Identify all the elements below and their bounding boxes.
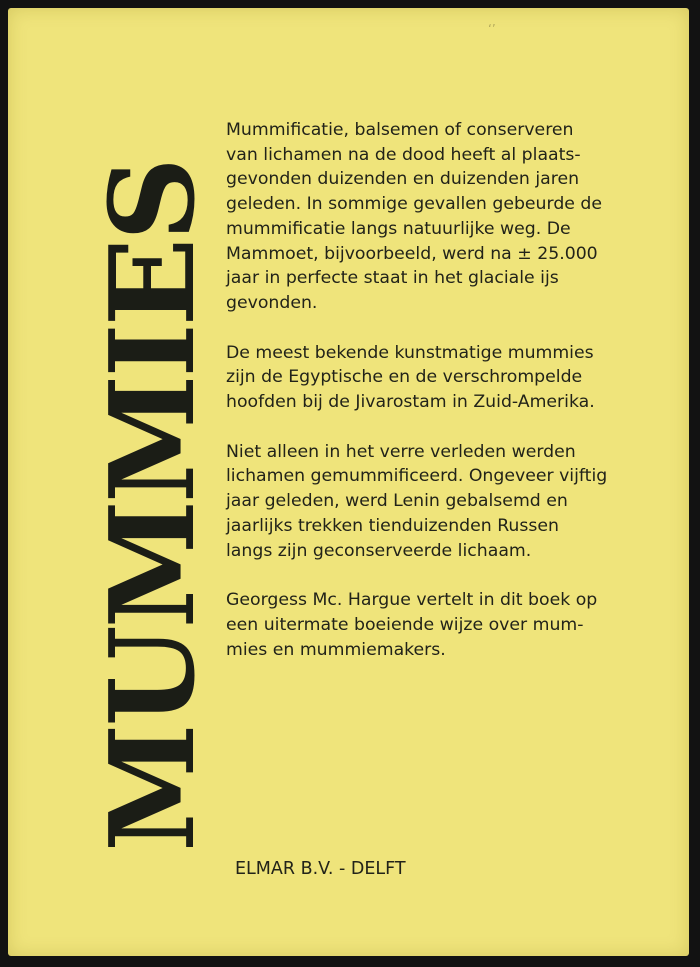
text-line: Mammoet, bijvoorbeeld, werd na ± 25.000 [226, 243, 598, 264]
text-line: langs zijn geconserveerde lichaam. [226, 540, 532, 561]
text-line: hoofden bij de Jivarostam in Zuid-Amerika. [226, 392, 595, 413]
publisher-imprint: ELMAR B.V. - DELFT [235, 859, 406, 879]
text-line: een uitermate boeiende wijze over mum- [226, 614, 584, 635]
vertical-title: MUMMIES [85, 160, 221, 852]
paragraph-3 [226, 440, 688, 564]
paragraph-4 [226, 588, 688, 662]
text-line: mies en mummiemakers. [226, 639, 446, 660]
blurb-text [226, 118, 688, 687]
text-line: mummificatie langs natuurlijke weg. De [226, 218, 571, 239]
paragraph-1 [226, 118, 688, 316]
paragraph-2 [226, 341, 688, 415]
book-back-cover [8, 8, 689, 956]
text-line: De meest bekende kunstmatige mummies [226, 342, 594, 363]
text-line: gevonden. [226, 292, 318, 313]
handwritten-mark: ‘’ [488, 22, 496, 36]
text-line: gevonden duizenden en duizenden jaren [226, 169, 580, 190]
text-line: Niet alleen in het verre verleden werden [226, 441, 576, 462]
text-line: Mummificatie, balsemen of conserveren [226, 120, 574, 140]
text-line: zijn de Egyptische en de verschrompelde [226, 367, 583, 388]
text-line: lichamen gemummificeerd. Ongeveer vijftig [226, 466, 608, 487]
text-line: jaarlijks trekken tienduizenden Russen [226, 515, 559, 536]
text-line: jaar geleden, werd Lenin gebalsemd en [226, 491, 568, 512]
text-line: van lichamen na de dood heeft al plaats- [226, 144, 581, 165]
text-line: geleden. In sommige gevallen gebeurde de [226, 194, 603, 215]
text-line: Georgess Mc. Hargue vertelt in dit boek op [226, 590, 598, 611]
text-line: jaar in perfecte staat in het glaciale ijs [226, 268, 559, 289]
